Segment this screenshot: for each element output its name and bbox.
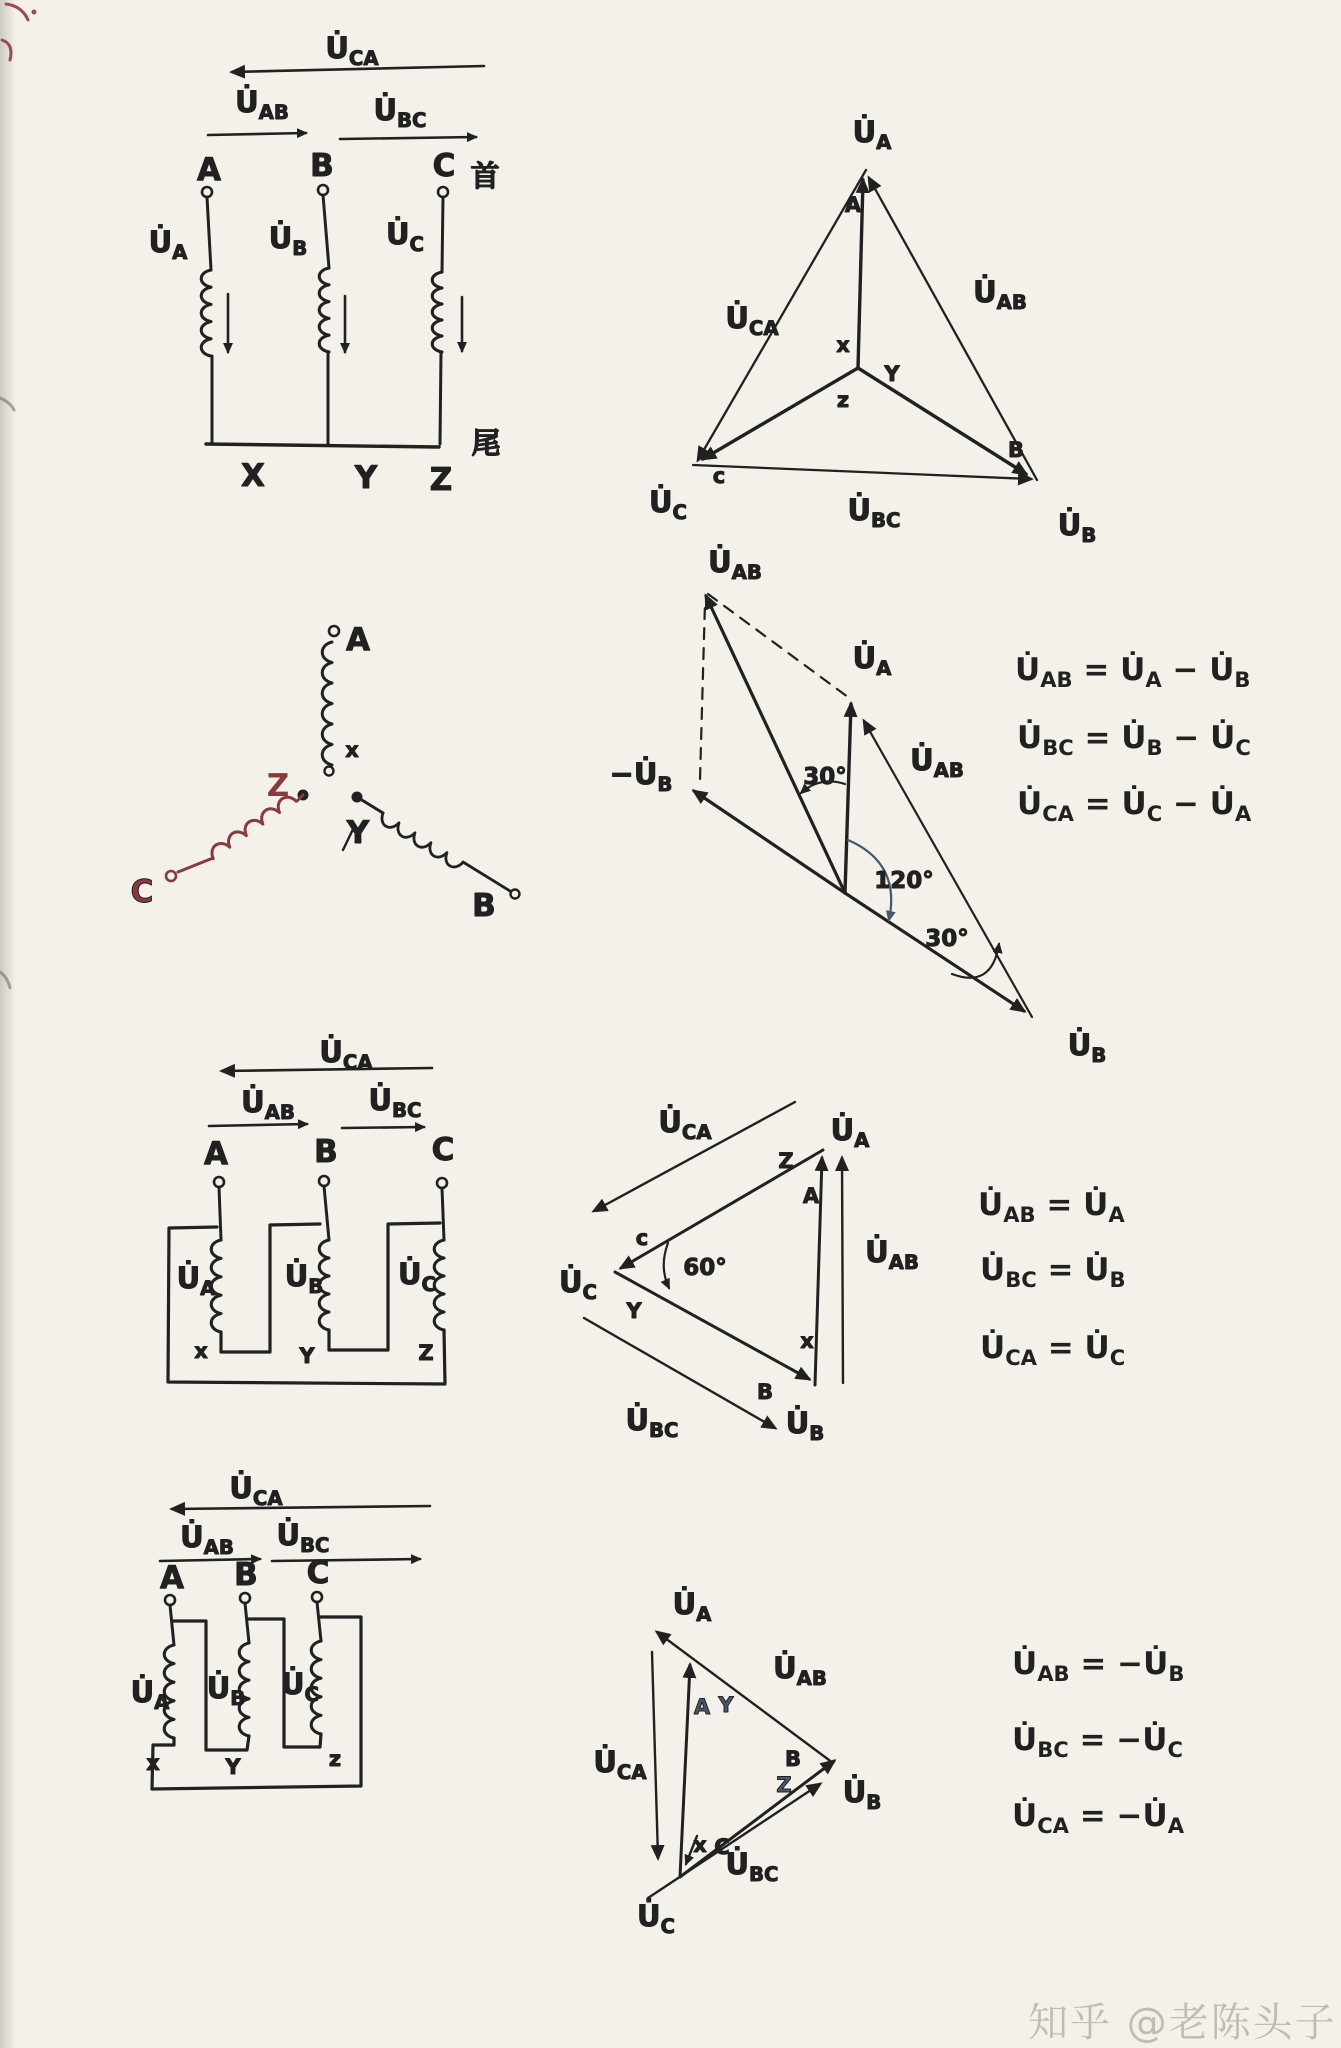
label-x: x (836, 333, 850, 357)
tail-label-z: z (328, 1747, 342, 1771)
label-b: B (1007, 438, 1025, 462)
angle-30-bottom: 30° (925, 926, 969, 952)
tail-label: 尾 (471, 426, 501, 460)
scan-artifact (0, 972, 10, 988)
label-c: C (714, 1835, 730, 1859)
voltage-label-uca: $U̇_{CA}$ (325, 31, 379, 70)
neutral-bus (206, 444, 439, 447)
lead-b (324, 1186, 329, 1240)
label-uab: $U̇_{AB}$ (865, 1235, 919, 1274)
uca-arrow (172, 1506, 430, 1509)
scan-artifact (32, 10, 37, 15)
label-x: x (693, 1833, 707, 1857)
label-uab-side: $U̇_{AB}$ (910, 743, 964, 782)
scan-artifact (6, 4, 28, 20)
equation-uab: $U̇_{AB}$ = $U̇_A$ − $U̇_B$ (1015, 652, 1251, 692)
label-z: z (836, 388, 850, 412)
vector-ua (845, 704, 851, 893)
edge-uab (869, 178, 1037, 480)
label-a: A (346, 622, 370, 658)
winding-c-red (166, 793, 303, 881)
lead-c (317, 1602, 321, 1641)
terminal-label-b: B (234, 1557, 258, 1593)
equation-uab: $U̇_{AB}$ = $U̇_A$ (978, 1187, 1125, 1227)
phase-label-ua: $U̇_A$ (130, 1675, 170, 1714)
side-left (680, 1665, 690, 1877)
tail-label-z: Z (429, 462, 453, 498)
terminal-label-c: C (432, 148, 456, 184)
phase-label-uc: $U̇_C$ (397, 1257, 437, 1296)
lead-c (442, 1188, 444, 1240)
label-a: A (844, 193, 862, 217)
terminal-label-b: B (310, 148, 334, 184)
coil-c (432, 272, 442, 352)
uca-arrow (222, 1068, 432, 1071)
label-uca: $U̇_{CA}$ (593, 1745, 647, 1784)
label-y: Y (884, 362, 900, 386)
label-b: B (472, 888, 496, 924)
label-b: B (784, 1747, 802, 1771)
phase-label-uc: $U̇_C$ (280, 1667, 320, 1706)
tail-label-x: X (241, 458, 265, 494)
label-x: x (345, 738, 359, 762)
label-z: Z (776, 1773, 792, 1797)
winding-diagram-star (149, 31, 501, 498)
label-x: x (800, 1329, 814, 1353)
terminal-b (240, 1593, 250, 1603)
angle-30-top: 30° (803, 764, 847, 790)
voltage-label-ubc: $U̇_{BC}$ (373, 93, 427, 132)
scan-artifacts (0, 4, 37, 988)
terminal-b (511, 890, 520, 899)
voltage-label-uab: $U̇_{AB}$ (180, 1520, 234, 1559)
phase-label-ua: $U̇_A$ (176, 1261, 216, 1300)
equation-uab: $U̇_{AB}$ = $-U̇_B$ (1012, 1646, 1185, 1686)
outer-arrow-uca (594, 1102, 795, 1211)
label-ua: $U̇_A$ (672, 1587, 712, 1626)
tail-label-z: Z (418, 1341, 434, 1365)
edge-uca (698, 170, 866, 460)
label-z: Z (778, 1149, 794, 1173)
label-a: A (693, 1695, 711, 1719)
winding-diagram-delta (168, 1035, 454, 1384)
side-bottom (680, 1761, 834, 1877)
side-uab (657, 1632, 833, 1763)
label-uca: $U̇_{CA}$ (725, 301, 779, 340)
equation-ubc: $U̇_{BC}$ = $-U̇_C$ (1012, 1722, 1183, 1762)
label-ub: $U̇_B$ (1057, 508, 1097, 547)
red-tail (178, 858, 213, 872)
phasor-diagram-reverse-delta (593, 1587, 881, 1938)
phase-label-uc: $U̇_C$ (385, 217, 425, 256)
label-ub: $U̇_B$ (842, 1775, 882, 1814)
voltage-label-uab: $U̇_{AB}$ (235, 85, 289, 124)
side-ub (615, 1272, 809, 1379)
winding-diagram-reverse-delta (131, 1471, 430, 1789)
lead-b (245, 1603, 249, 1643)
terminal-a (214, 1177, 224, 1187)
tail-label-y: Y (354, 460, 378, 496)
equation-uca: $U̇_{CA}$ = $U̇_C$ (980, 1330, 1126, 1370)
voltage-label-uca: $U̇_{CA}$ (319, 1035, 373, 1074)
star-connection-sketch (131, 622, 520, 924)
head-label: 首 (470, 159, 500, 193)
tail-label-y: Y (225, 1755, 241, 1779)
label-ubc: $U̇_{BC}$ (625, 1403, 679, 1442)
coil-a-tail (325, 767, 334, 776)
scan-artifact (2, 40, 11, 60)
label-uca: $U̇_{CA}$ (658, 1105, 712, 1144)
label-ubc: $U̇_{BC}$ (847, 493, 901, 532)
terminal-c (437, 1178, 447, 1188)
dashed-parallelogram-left (700, 602, 705, 779)
link-b (357, 797, 383, 813)
equation-uca: $U̇_{CA}$ = $-U̇_A$ (1012, 1798, 1185, 1838)
label-uc: $U̇_C$ (648, 485, 688, 524)
label-a: A (802, 1184, 820, 1208)
angle-120: 120° (874, 868, 934, 894)
equation-ubc: $U̇_{BC}$ = $U̇_B$ (980, 1252, 1126, 1292)
label-c: c (712, 464, 726, 488)
voltage-label-uab: $U̇_{AB}$ (241, 1085, 295, 1124)
label-uab: $U̇_{AB}$ (773, 1651, 827, 1690)
outer-arrow-uca (652, 1652, 658, 1858)
label-y: Y (626, 1299, 642, 1323)
terminal-a (329, 626, 339, 636)
terminal-c (166, 871, 176, 881)
lead-b (323, 195, 329, 268)
label-ua: $U̇_A$ (852, 115, 892, 154)
equations-line-voltages (1015, 652, 1252, 826)
phasor-diagram-delta (559, 1102, 919, 1445)
ubc-arrow (272, 1559, 420, 1561)
ubc-arrow (340, 137, 476, 139)
coil-b (319, 268, 329, 352)
ubc-arrow (342, 1127, 424, 1128)
label-c: c (635, 1226, 649, 1250)
terminal-label-c: C (306, 1555, 330, 1591)
label-z: Z (266, 768, 290, 804)
equations-delta (978, 1187, 1126, 1370)
phase-label-ub: $U̇_B$ (206, 1671, 246, 1710)
tail-label-x: x (194, 1339, 208, 1363)
label-uab: $U̇_{AB}$ (973, 275, 1027, 314)
phase-label-ub: $U̇_B$ (268, 221, 308, 260)
uab-arrow (209, 1124, 307, 1126)
terminal-label-a: A (204, 1136, 228, 1172)
label-ua: $U̇_A$ (852, 641, 892, 680)
lead-a (207, 197, 211, 270)
vector-ub (858, 368, 1026, 474)
zhihu-watermark: 知乎 @老陈头子 (1028, 2000, 1337, 2046)
label-uc: $U̇_C$ (636, 1899, 676, 1938)
label-b: B (756, 1380, 774, 1404)
scan-artifact (0, 398, 14, 410)
arc-60 (664, 1243, 669, 1288)
voltage-label-uca: $U̇_{CA}$ (229, 1471, 283, 1510)
coil-a (201, 270, 211, 356)
voltage-label-ubc: $U̇_{BC}$ (368, 1083, 422, 1122)
equation-uca: $U̇_{CA}$ = $U̇_C$ − $U̇_A$ (1017, 786, 1252, 826)
label-ua: $U̇_A$ (830, 1113, 870, 1152)
tail-label-x: x (146, 1751, 160, 1775)
terminal-c (312, 1592, 322, 1602)
vector-uab-resultant (706, 596, 845, 893)
label-uab-resultant: $U̇_{AB}$ (708, 545, 762, 584)
phasor-diagram-star (649, 115, 1096, 547)
coil-a (322, 642, 332, 765)
outer-arrow-ubc (584, 1318, 775, 1428)
terminal-label-a: A (160, 1560, 184, 1596)
label-uc: $U̇_C$ (558, 1265, 598, 1304)
terminal-label-a: A (197, 152, 221, 188)
label-c: C (130, 874, 154, 910)
terminal-label-b: B (314, 1134, 338, 1170)
coil-b (378, 813, 463, 871)
label-y: Y (346, 815, 370, 851)
lead-c (442, 197, 443, 272)
tail-label-y: Y (299, 1344, 315, 1368)
edge-ubc (693, 465, 1031, 479)
label-ub: $U̇_B$ (1067, 1028, 1107, 1067)
tail-b (463, 862, 510, 891)
lead-a (219, 1187, 221, 1240)
phase-label-ub: $U̇_B$ (284, 1259, 324, 1298)
terminal-label-c: C (431, 1132, 455, 1168)
lead-a (170, 1605, 174, 1645)
equations-reverse-delta (1012, 1646, 1185, 1838)
label-y: Y (718, 1693, 734, 1717)
label-minus-ub: $-U̇_B$ (609, 757, 673, 796)
phase-label-ua: $U̇_A$ (148, 225, 188, 264)
label-ub: $U̇_B$ (785, 1406, 825, 1445)
outer-arrow-uab (842, 1158, 843, 1383)
drop-c (440, 352, 441, 444)
voltage-label-ubc: $U̇_{BC}$ (276, 1518, 330, 1557)
uab-arrow (208, 133, 306, 135)
angle-60: 60° (683, 1255, 727, 1281)
label-ubc: $U̇_{BC}$ (725, 1847, 779, 1886)
terminal-a (165, 1595, 175, 1605)
equation-ubc: $U̇_{BC}$ = $U̇_B$ − $U̇_C$ (1017, 720, 1251, 760)
